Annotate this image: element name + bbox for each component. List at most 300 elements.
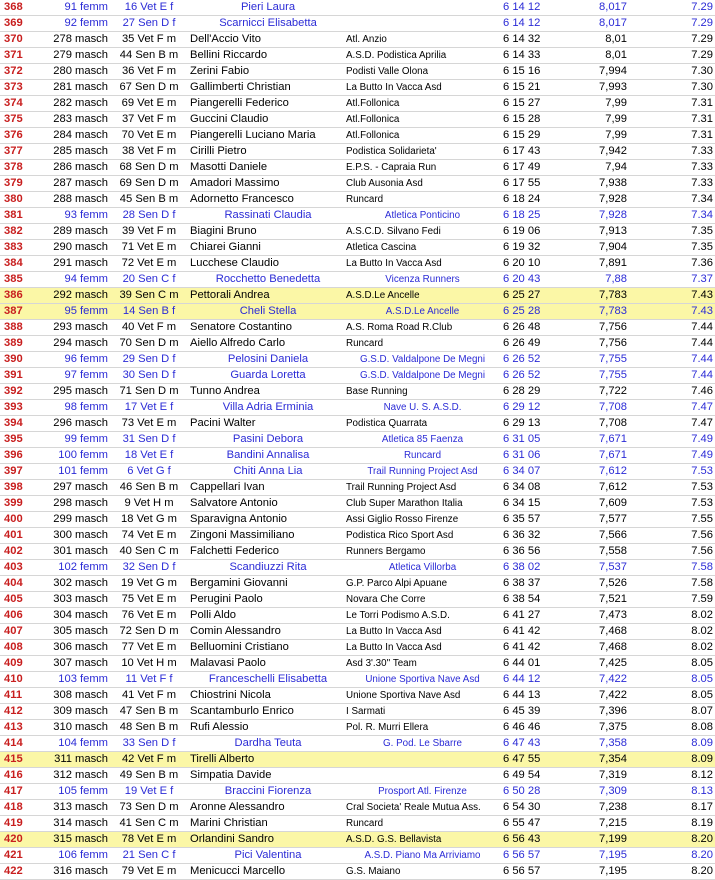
category-cell: 33 Sen D f	[108, 736, 190, 752]
avg-speed-cell: 7,468	[565, 624, 633, 640]
highlighted-result-row	[0, 832, 715, 848]
result-row	[0, 336, 715, 352]
avg-speed-cell: 7,425	[565, 656, 633, 672]
category-cell: 19 Vet G m	[108, 576, 190, 592]
category-cell: 72 Vet E m	[108, 256, 190, 272]
pace-cell: 7.29	[633, 32, 715, 48]
result-row	[0, 448, 715, 464]
finish-time-cell: 6 18 24	[499, 192, 565, 208]
position-cell: 398	[0, 480, 48, 496]
pace-cell: 7.49	[633, 432, 715, 448]
finish-time-cell: 6 15 21	[499, 80, 565, 96]
avg-speed-cell: 8,01	[565, 32, 633, 48]
finish-time-cell: 6 56 43	[499, 832, 565, 848]
finish-time-cell: 6 14 12	[499, 0, 565, 16]
pace-cell: 8.20	[633, 832, 715, 848]
athlete-name-cell: Scantamburlo Enrico	[190, 704, 346, 720]
category-cell: 11 Vet F f	[108, 672, 190, 688]
finish-time-cell: 6 17 49	[499, 160, 565, 176]
highlighted-result-row	[0, 752, 715, 768]
club-cell: A.S. Roma Road R.Club	[346, 320, 499, 336]
avg-speed-cell: 8,017	[565, 16, 633, 32]
category-cell: 36 Vet F m	[108, 64, 190, 80]
pace-cell: 7.44	[633, 336, 715, 352]
athlete-name-cell: Villa Adria Erminia	[190, 400, 346, 416]
finish-time-cell: 6 44 01	[499, 656, 565, 672]
result-row	[0, 352, 715, 368]
position-cell: 369	[0, 16, 48, 32]
position-cell: 408	[0, 640, 48, 656]
category-cell: 39 Vet F m	[108, 224, 190, 240]
category-cell: 77 Vet E m	[108, 640, 190, 656]
category-cell: 9 Vet H m	[108, 496, 190, 512]
club-cell: La Butto In Vacca Asd	[346, 80, 499, 96]
athlete-name-cell: Polli Aldo	[190, 608, 346, 624]
bib-gender-cell: 290 masch	[48, 240, 108, 256]
bib-gender-cell: 99 femm	[48, 432, 108, 448]
result-row	[0, 816, 715, 832]
club-cell: Atletica 85 Faenza	[346, 432, 499, 448]
category-cell: 47 Sen B m	[108, 704, 190, 720]
pace-cell: 7.33	[633, 176, 715, 192]
bib-gender-cell: 94 femm	[48, 272, 108, 288]
bib-gender-cell: 315 masch	[48, 832, 108, 848]
result-row	[0, 320, 715, 336]
athlete-name-cell: Belluomini Cristiano	[190, 640, 346, 656]
position-cell: 386	[0, 288, 48, 304]
pace-cell: 7.31	[633, 96, 715, 112]
pace-cell: 7.56	[633, 528, 715, 544]
position-cell: 391	[0, 368, 48, 384]
club-cell: Atl.Follonica	[346, 128, 499, 144]
result-row	[0, 704, 715, 720]
finish-time-cell: 6 26 49	[499, 336, 565, 352]
avg-speed-cell: 7,195	[565, 848, 633, 864]
pace-cell: 7.29	[633, 48, 715, 64]
bib-gender-cell: 302 masch	[48, 576, 108, 592]
finish-time-cell: 6 44 13	[499, 688, 565, 704]
bib-gender-cell: 279 masch	[48, 48, 108, 64]
avg-speed-cell: 7,708	[565, 400, 633, 416]
club-cell: Podistica Rico Sport Asd	[346, 528, 499, 544]
position-cell: 414	[0, 736, 48, 752]
result-row	[0, 400, 715, 416]
category-cell: 67 Sen D m	[108, 80, 190, 96]
club-cell: Pol. R. Murri Ellera	[346, 720, 499, 736]
pace-cell: 7.53	[633, 464, 715, 480]
avg-speed-cell: 7,783	[565, 288, 633, 304]
pace-cell: 8.20	[633, 848, 715, 864]
club-cell: G. Pod. Le Sbarre	[346, 736, 499, 752]
club-cell: Prosport Atl. Firenze	[346, 784, 499, 800]
avg-speed-cell: 7,913	[565, 224, 633, 240]
result-row	[0, 416, 715, 432]
pace-cell: 8.12	[633, 768, 715, 784]
avg-speed-cell: 7,422	[565, 688, 633, 704]
bib-gender-cell: 292 masch	[48, 288, 108, 304]
club-cell: Runcard	[346, 336, 499, 352]
position-cell: 382	[0, 224, 48, 240]
avg-speed-cell: 7,558	[565, 544, 633, 560]
finish-time-cell: 6 44 12	[499, 672, 565, 688]
avg-speed-cell: 7,354	[565, 752, 633, 768]
bib-gender-cell: 314 masch	[48, 816, 108, 832]
position-cell: 411	[0, 688, 48, 704]
club-cell: Podistica Quarrata	[346, 416, 499, 432]
club-cell: Club Super Marathon Italia	[346, 496, 499, 512]
position-cell: 373	[0, 80, 48, 96]
pace-cell: 7.29	[633, 16, 715, 32]
pace-cell: 8.09	[633, 752, 715, 768]
club-cell: Runcard	[346, 192, 499, 208]
position-cell: 395	[0, 432, 48, 448]
avg-speed-cell: 7,993	[565, 80, 633, 96]
result-row	[0, 720, 715, 736]
finish-time-cell: 6 15 16	[499, 64, 565, 80]
club-cell: Atletica Ponticino	[346, 208, 499, 224]
avg-speed-cell: 7,783	[565, 304, 633, 320]
finish-time-cell: 6 17 43	[499, 144, 565, 160]
club-cell: G.S.D. Valdalpone De Megni	[346, 352, 499, 368]
position-cell: 412	[0, 704, 48, 720]
category-cell: 29 Sen D f	[108, 352, 190, 368]
athlete-name-cell: Senatore Costantino	[190, 320, 346, 336]
finish-time-cell: 6 46 46	[499, 720, 565, 736]
club-cell: A.S.D.Le Ancelle	[346, 288, 499, 304]
club-cell: A.S.D. Podistica Aprilia	[346, 48, 499, 64]
bib-gender-cell: 286 masch	[48, 160, 108, 176]
athlete-name-cell: Zerini Fabio	[190, 64, 346, 80]
finish-time-cell: 6 14 32	[499, 32, 565, 48]
club-cell: La Butto In Vacca Asd	[346, 256, 499, 272]
pace-cell: 7.59	[633, 592, 715, 608]
athlete-name-cell: Comin Alessandro	[190, 624, 346, 640]
result-row	[0, 160, 715, 176]
result-row	[0, 384, 715, 400]
bib-gender-cell: 299 masch	[48, 512, 108, 528]
club-cell	[346, 16, 499, 32]
club-cell: A.S.D.Le Ancelle	[346, 304, 499, 320]
athlete-name-cell: Gallimberti Christian	[190, 80, 346, 96]
bib-gender-cell: 307 masch	[48, 656, 108, 672]
finish-time-cell: 6 47 55	[499, 752, 565, 768]
position-cell: 417	[0, 784, 48, 800]
category-cell: 35 Vet F m	[108, 32, 190, 48]
category-cell: 20 Sen C f	[108, 272, 190, 288]
position-cell: 392	[0, 384, 48, 400]
pace-cell: 7.35	[633, 240, 715, 256]
position-cell: 407	[0, 624, 48, 640]
category-cell: 41 Vet F m	[108, 688, 190, 704]
position-cell: 371	[0, 48, 48, 64]
finish-time-cell: 6 26 52	[499, 368, 565, 384]
finish-time-cell: 6 26 48	[499, 320, 565, 336]
pace-cell: 8.13	[633, 784, 715, 800]
athlete-name-cell: Biagini Bruno	[190, 224, 346, 240]
finish-time-cell: 6 47 43	[499, 736, 565, 752]
pace-cell: 8.19	[633, 816, 715, 832]
highlighted-result-row	[0, 304, 715, 320]
bib-gender-cell: 101 femm	[48, 464, 108, 480]
avg-speed-cell: 7,612	[565, 480, 633, 496]
bib-gender-cell: 297 masch	[48, 480, 108, 496]
club-cell: A.S.D. Piano Ma Arriviamo	[346, 848, 499, 864]
category-cell: 19 Vet E f	[108, 784, 190, 800]
finish-time-cell: 6 26 52	[499, 352, 565, 368]
pace-cell: 7.58	[633, 576, 715, 592]
pace-cell: 8.02	[633, 640, 715, 656]
position-cell: 416	[0, 768, 48, 784]
pace-cell: 7.55	[633, 512, 715, 528]
category-cell: 10 Vet H m	[108, 656, 190, 672]
bib-gender-cell: 288 masch	[48, 192, 108, 208]
position-cell: 370	[0, 32, 48, 48]
athlete-name-cell: Guccini Claudio	[190, 112, 346, 128]
avg-speed-cell: 7,928	[565, 208, 633, 224]
athlete-name-cell: Perugini Paolo	[190, 592, 346, 608]
result-row	[0, 560, 715, 576]
pace-cell: 7.34	[633, 208, 715, 224]
club-cell: La Butto In Vacca Asd	[346, 640, 499, 656]
club-cell: Podisti Valle Olona	[346, 64, 499, 80]
bib-gender-cell: 103 femm	[48, 672, 108, 688]
bib-gender-cell: 298 masch	[48, 496, 108, 512]
finish-time-cell: 6 50 28	[499, 784, 565, 800]
pace-cell: 7.46	[633, 384, 715, 400]
result-row	[0, 800, 715, 816]
athlete-name-cell: Chiarei Gianni	[190, 240, 346, 256]
bib-gender-cell: 281 masch	[48, 80, 108, 96]
avg-speed-cell: 7,468	[565, 640, 633, 656]
athlete-name-cell: Masotti Daniele	[190, 160, 346, 176]
result-row	[0, 0, 715, 16]
pace-cell: 8.05	[633, 688, 715, 704]
avg-speed-cell: 7,708	[565, 416, 633, 432]
category-cell: 46 Sen B m	[108, 480, 190, 496]
avg-speed-cell: 7,756	[565, 336, 633, 352]
bib-gender-cell: 291 masch	[48, 256, 108, 272]
category-cell: 6 Vet G f	[108, 464, 190, 480]
result-row	[0, 16, 715, 32]
highlighted-result-row	[0, 288, 715, 304]
category-cell: 18 Vet G m	[108, 512, 190, 528]
finish-time-cell: 6 54 30	[499, 800, 565, 816]
position-cell: 402	[0, 544, 48, 560]
avg-speed-cell: 7,755	[565, 352, 633, 368]
finish-time-cell: 6 20 10	[499, 256, 565, 272]
result-row	[0, 176, 715, 192]
bib-gender-cell: 104 femm	[48, 736, 108, 752]
result-row	[0, 768, 715, 784]
category-cell: 21 Sen C f	[108, 848, 190, 864]
club-cell: Le Torri Podismo A.S.D.	[346, 608, 499, 624]
pace-cell: 7.33	[633, 144, 715, 160]
athlete-name-cell: Lucchese Claudio	[190, 256, 346, 272]
finish-time-cell: 6 36 32	[499, 528, 565, 544]
result-row	[0, 624, 715, 640]
category-cell: 40 Sen C m	[108, 544, 190, 560]
pace-cell: 7.30	[633, 80, 715, 96]
avg-speed-cell: 7,199	[565, 832, 633, 848]
category-cell: 72 Sen D m	[108, 624, 190, 640]
category-cell: 79 Vet E m	[108, 864, 190, 880]
position-cell: 400	[0, 512, 48, 528]
bib-gender-cell: 295 masch	[48, 384, 108, 400]
category-cell: 49 Sen B m	[108, 768, 190, 784]
bib-gender-cell: 316 masch	[48, 864, 108, 880]
pace-cell: 8.05	[633, 672, 715, 688]
finish-time-cell: 6 15 28	[499, 112, 565, 128]
avg-speed-cell: 7,309	[565, 784, 633, 800]
result-row	[0, 480, 715, 496]
position-cell: 384	[0, 256, 48, 272]
position-cell: 390	[0, 352, 48, 368]
avg-speed-cell: 7,671	[565, 432, 633, 448]
bib-gender-cell: 306 masch	[48, 640, 108, 656]
finish-time-cell: 6 14 33	[499, 48, 565, 64]
category-cell: 76 Vet E m	[108, 608, 190, 624]
bib-gender-cell: 280 masch	[48, 64, 108, 80]
avg-speed-cell: 7,891	[565, 256, 633, 272]
avg-speed-cell: 7,473	[565, 608, 633, 624]
position-cell: 393	[0, 400, 48, 416]
category-cell: 27 Sen D f	[108, 16, 190, 32]
position-cell: 413	[0, 720, 48, 736]
pace-cell: 7.43	[633, 304, 715, 320]
pace-cell: 7.37	[633, 272, 715, 288]
avg-speed-cell: 7,238	[565, 800, 633, 816]
category-cell: 31 Sen D f	[108, 432, 190, 448]
athlete-name-cell: Bandini Annalisa	[190, 448, 346, 464]
bib-gender-cell: 308 masch	[48, 688, 108, 704]
category-cell: 16 Vet E f	[108, 0, 190, 16]
avg-speed-cell: 7,358	[565, 736, 633, 752]
position-cell: 380	[0, 192, 48, 208]
position-cell: 406	[0, 608, 48, 624]
athlete-name-cell: Franceschelli Elisabetta	[190, 672, 346, 688]
bib-gender-cell: 96 femm	[48, 352, 108, 368]
avg-speed-cell: 7,99	[565, 128, 633, 144]
finish-time-cell: 6 15 27	[499, 96, 565, 112]
category-cell: 44 Sen B m	[108, 48, 190, 64]
position-cell: 379	[0, 176, 48, 192]
pace-cell: 7.53	[633, 496, 715, 512]
position-cell: 375	[0, 112, 48, 128]
athlete-name-cell: Orlandini Sandro	[190, 832, 346, 848]
athlete-name-cell: Marini Christian	[190, 816, 346, 832]
athlete-name-cell: Rufi Alessio	[190, 720, 346, 736]
athlete-name-cell: Salvatore Antonio	[190, 496, 346, 512]
result-row	[0, 848, 715, 864]
club-cell: E.P.S. - Capraia Run	[346, 160, 499, 176]
athlete-name-cell: Dardha Teuta	[190, 736, 346, 752]
bib-gender-cell: 285 masch	[48, 144, 108, 160]
finish-time-cell: 6 56 57	[499, 864, 565, 880]
bib-gender-cell: 283 masch	[48, 112, 108, 128]
athlete-name-cell: Chiti Anna Lia	[190, 464, 346, 480]
finish-time-cell: 6 55 47	[499, 816, 565, 832]
result-row	[0, 32, 715, 48]
athlete-name-cell: Pelosini Daniela	[190, 352, 346, 368]
pace-cell: 7.31	[633, 112, 715, 128]
result-row	[0, 784, 715, 800]
finish-time-cell: 6 36 56	[499, 544, 565, 560]
finish-time-cell: 6 45 39	[499, 704, 565, 720]
result-row	[0, 736, 715, 752]
club-cell: Atletica Villorba	[346, 560, 499, 576]
category-cell: 32 Sen D f	[108, 560, 190, 576]
result-row	[0, 96, 715, 112]
club-cell: Runners Bergamo	[346, 544, 499, 560]
athlete-name-cell: Simpatia Davide	[190, 768, 346, 784]
athlete-name-cell: Dell'Accio Vito	[190, 32, 346, 48]
pace-cell: 7.29	[633, 0, 715, 16]
position-cell: 421	[0, 848, 48, 864]
bib-gender-cell: 301 masch	[48, 544, 108, 560]
avg-speed-cell: 7,938	[565, 176, 633, 192]
athlete-name-cell: Scandiuzzi Rita	[190, 560, 346, 576]
category-cell: 73 Vet E m	[108, 416, 190, 432]
pace-cell: 7.34	[633, 192, 715, 208]
bib-gender-cell: 102 femm	[48, 560, 108, 576]
athlete-name-cell: Piangerelli Federico	[190, 96, 346, 112]
pace-cell: 8.02	[633, 608, 715, 624]
position-cell: 418	[0, 800, 48, 816]
result-row	[0, 528, 715, 544]
athlete-name-cell: Guarda Loretta	[190, 368, 346, 384]
athlete-name-cell: Pettorali Andrea	[190, 288, 346, 304]
avg-speed-cell: 7,521	[565, 592, 633, 608]
finish-time-cell: 6 19 32	[499, 240, 565, 256]
athlete-name-cell: Bellini Riccardo	[190, 48, 346, 64]
result-row	[0, 464, 715, 480]
finish-time-cell: 6 34 07	[499, 464, 565, 480]
bib-gender-cell: 303 masch	[48, 592, 108, 608]
athlete-name-cell: Adornetto Francesco	[190, 192, 346, 208]
result-row	[0, 512, 715, 528]
finish-time-cell: 6 14 12	[499, 16, 565, 32]
position-cell: 404	[0, 576, 48, 592]
finish-time-cell: 6 35 57	[499, 512, 565, 528]
category-cell: 17 Vet E f	[108, 400, 190, 416]
bib-gender-cell: 313 masch	[48, 800, 108, 816]
finish-time-cell: 6 41 27	[499, 608, 565, 624]
category-cell: 78 Vet E m	[108, 832, 190, 848]
pace-cell: 7.44	[633, 368, 715, 384]
athlete-name-cell: Piangerelli Luciano Maria	[190, 128, 346, 144]
pace-cell: 7.49	[633, 448, 715, 464]
pace-cell: 7.35	[633, 224, 715, 240]
position-cell: 420	[0, 832, 48, 848]
position-cell: 377	[0, 144, 48, 160]
result-row	[0, 192, 715, 208]
bib-gender-cell: 100 femm	[48, 448, 108, 464]
avg-speed-cell: 7,612	[565, 464, 633, 480]
result-row	[0, 208, 715, 224]
finish-time-cell: 6 41 42	[499, 624, 565, 640]
bib-gender-cell: 92 femm	[48, 16, 108, 32]
pace-cell: 7.44	[633, 352, 715, 368]
club-cell	[346, 752, 499, 768]
athlete-name-cell: Aiello Alfredo Carlo	[190, 336, 346, 352]
bib-gender-cell: 98 femm	[48, 400, 108, 416]
result-row	[0, 240, 715, 256]
pace-cell: 7.56	[633, 544, 715, 560]
avg-speed-cell: 7,195	[565, 864, 633, 880]
bib-gender-cell: 97 femm	[48, 368, 108, 384]
avg-speed-cell: 7,526	[565, 576, 633, 592]
finish-time-cell: 6 29 13	[499, 416, 565, 432]
